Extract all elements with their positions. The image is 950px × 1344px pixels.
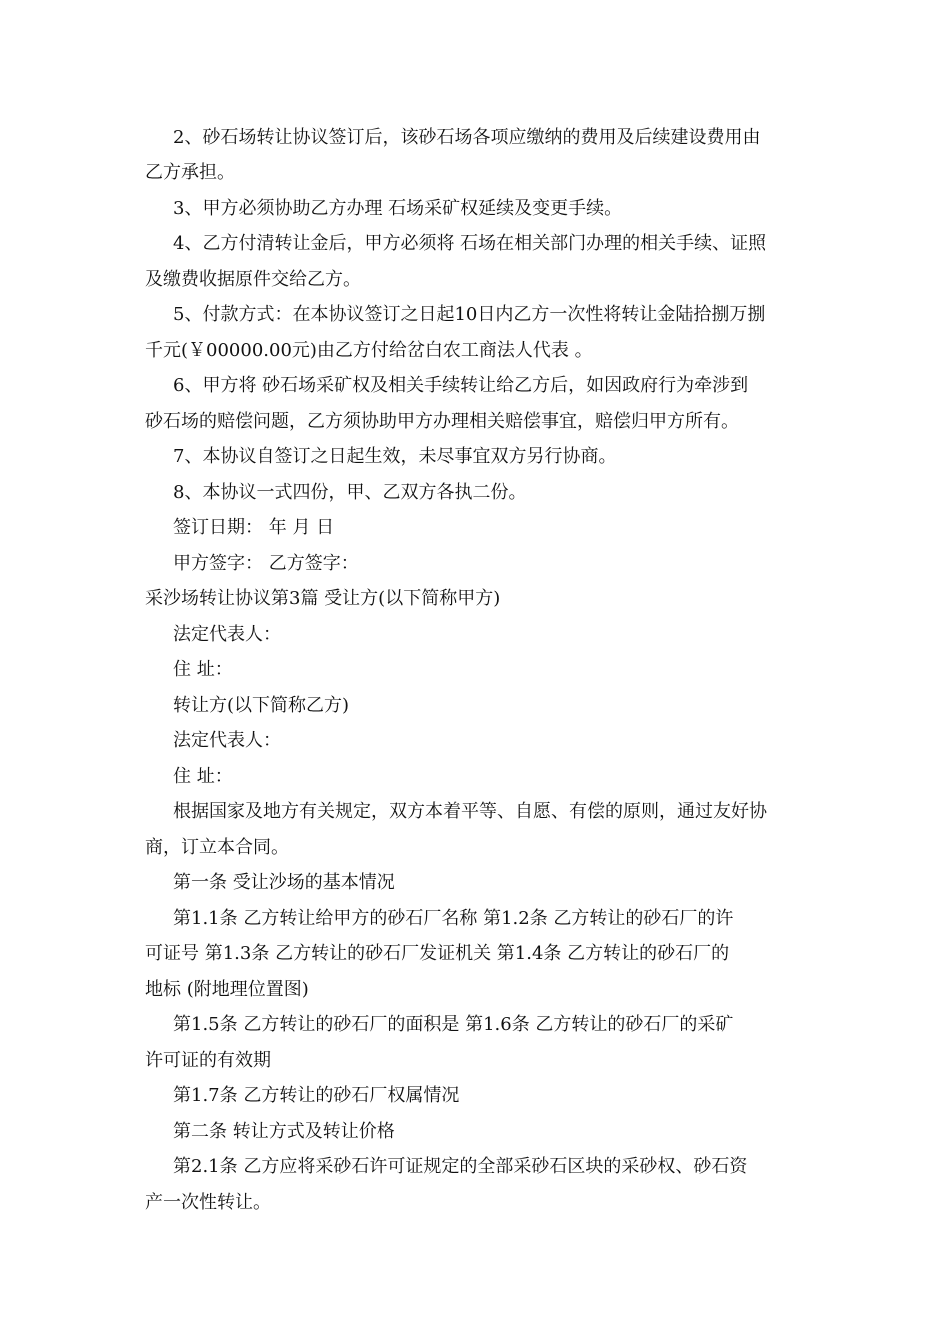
section-3-heading: 采沙场转让协议第3篇 受让方(以下简称甲方) [145,588,501,609]
clause-5-line-2: 千元(￥00000.00元)由乙方付给岔白农工商法人代表 。 [145,340,593,361]
article-1-1-line-3: 地标 (附地理位置图) [145,979,309,1000]
article-1-1-line-1: 第1.1条 乙方转让给甲方的砂石厂名称 第1.2条 乙方转让的砂石厂的许 [173,908,734,929]
clause-7-line-1: 7、本协议自签订之日起生效，未尽事宜双方另行协商。 [173,446,617,467]
clause-4-line-1: 4、乙方付清转让金后，甲方必须将 石场在相关部门办理的相关手续、证照 [173,233,767,254]
clause-4-line-2: 及缴费收据原件交给乙方。 [145,269,361,290]
party-b-address: 住 址： [173,766,233,787]
preamble-line-2: 商，订立本合同。 [145,837,289,858]
clause-5-line-1: 5、付款方式：在本协议签订之日起10日内乙方一次性将转让金陆拾捌万捌 [173,304,766,325]
clause-6-line-1: 6、甲方将 砂石场采矿权及相关手续转让给乙方后，如因政府行为牵涉到 [173,375,749,396]
article-2-1-line-1: 第2.1条 乙方应将采砂石许可证规定的全部采砂石区块的采砂权、砂石资 [173,1156,748,1177]
article-2-heading: 第二条 转让方式及转让价格 [173,1121,395,1142]
party-a-address: 住 址： [173,659,233,680]
signatures: 甲方签字： 乙方签字： [173,553,359,574]
clause-3-line-1: 3、甲方必须协助乙方办理 石场采矿权延续及变更手续。 [173,198,623,219]
clause-6-line-2: 砂石场的赔偿问题，乙方须协助甲方办理相关赔偿事宜，赔偿归甲方所有。 [145,411,739,432]
article-2-1-line-2: 产一次性转让。 [145,1192,271,1213]
clause-2-line-2: 乙方承担。 [145,162,235,183]
clause-8-line-1: 8、本协议一式四份，甲、乙双方各执二份。 [173,482,527,503]
party-a-legal-rep: 法定代表人： [173,624,281,645]
article-1-5-line-2: 许可证的有效期 [145,1050,271,1071]
article-1-7: 第1.7条 乙方转让的砂石厂权属情况 [173,1085,460,1106]
party-b-heading: 转让方(以下简称乙方) [173,695,350,716]
article-1-heading: 第一条 受让沙场的基本情况 [173,872,395,893]
clause-2-line-1: 2、砂石场转让协议签订后，该砂石场各项应缴纳的费用及后续建设费用由 [173,127,761,148]
article-1-1-line-2: 可证号 第1.3条 乙方转让的砂石厂发证机关 第1.4条 乙方转让的砂石厂的 [145,943,730,964]
signing-date: 签订日期： 年 月 日 [173,517,335,538]
preamble-line-1: 根据国家及地方有关规定，双方本着平等、自愿、有偿的原则，通过友好协 [173,801,767,822]
party-b-legal-rep: 法定代表人： [173,730,281,751]
article-1-5-line-1: 第1.5条 乙方转让的砂石厂的面积是 第1.6条 乙方转让的砂石厂的采矿 [173,1014,734,1035]
